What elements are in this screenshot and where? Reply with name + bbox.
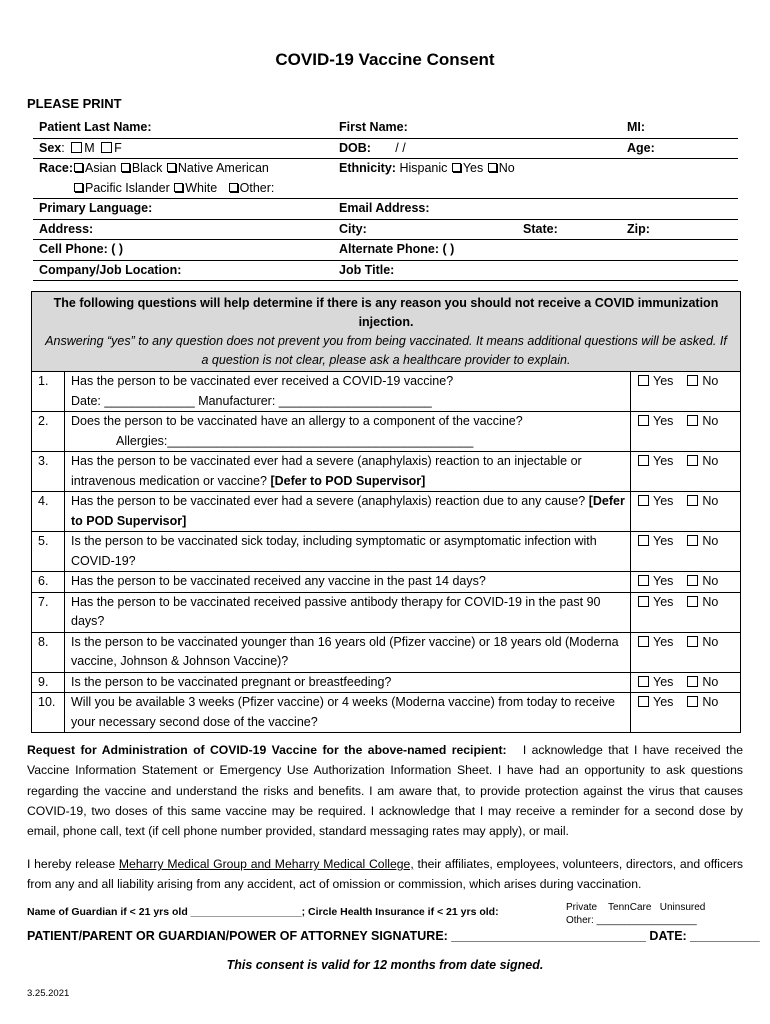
ethnicity-no-label: No xyxy=(498,161,515,175)
no-label: No xyxy=(702,494,719,508)
yes-label: Yes xyxy=(653,494,674,508)
question-number: 10. xyxy=(32,693,65,732)
cell-phone-label: Cell Phone: ( ) xyxy=(39,242,124,256)
sex-m-label: M xyxy=(84,140,95,155)
question-text xyxy=(65,532,631,571)
race-white-label: White xyxy=(185,180,218,195)
question-main: Will you be available 3 weeks (Pfizer vaccine) or 4 weeks (Moderna vaccine) from today to receive your necessary second dose of the vaccine? xyxy=(71,695,615,729)
info-row-name: Patient Last Name: First Name: MI: xyxy=(33,118,738,139)
question-main: Has the person to be vaccinated ever received a COVID-19 vaccine? xyxy=(71,374,454,388)
yes-checkbox[interactable] xyxy=(638,415,649,426)
race-label: Race: xyxy=(39,161,74,175)
please-print-label: PLEASE PRINT xyxy=(27,96,122,111)
no-checkbox[interactable] xyxy=(687,596,698,607)
info-row-language xyxy=(33,199,738,220)
question-text xyxy=(65,593,631,632)
question-number: 6. xyxy=(32,572,65,592)
no-checkbox[interactable] xyxy=(687,455,698,466)
sex-f-label: F xyxy=(114,140,122,155)
signature-line: PATIENT/PARENT OR GUARDIAN/POWER OF ATTORNEY SIGNATURE: ____________________________ DATE: __________ xyxy=(27,929,760,943)
alt-phone-label: Alternate Phone: ( ) xyxy=(339,242,455,256)
question-extra-field[interactable]: Date: _____________ Manufacturer: ______________________ xyxy=(71,393,432,408)
dob-separators: / / xyxy=(395,140,406,155)
defer-note: [Defer to POD Supervisor] xyxy=(270,473,426,488)
question-row xyxy=(32,673,740,694)
first-name-label: First Name xyxy=(339,120,404,134)
yes-no-options xyxy=(631,452,740,491)
question-number: 2. xyxy=(32,412,65,451)
sex-m-checkbox[interactable] xyxy=(71,142,82,153)
address-label: Address xyxy=(39,221,90,236)
no-label: No xyxy=(702,534,719,548)
no-checkbox[interactable] xyxy=(687,636,698,647)
question-main: Has the person to be vaccinated received passive antibody therapy for COVID-19 in the past 90 days? xyxy=(71,594,601,628)
race-pacific-checkbox[interactable] xyxy=(74,183,83,192)
email-label: Email Address: xyxy=(339,201,430,215)
no-checkbox[interactable] xyxy=(687,375,698,386)
yes-checkbox[interactable] xyxy=(638,636,649,647)
yes-label: Yes xyxy=(653,695,674,709)
yes-no-options xyxy=(631,572,740,592)
question-main: Does the person to be vaccinated have an allergy to a component of the vaccine? xyxy=(71,414,523,428)
race-black-checkbox[interactable] xyxy=(121,163,130,172)
yes-checkbox[interactable] xyxy=(638,495,649,506)
question-main: Has the person to be vaccinated ever had a severe (anaphylaxis) reaction due to any cause? xyxy=(71,494,586,508)
ethnicity-yes-label: Yes xyxy=(462,161,484,175)
zip-label: Zip xyxy=(627,221,646,236)
race-other-checkbox[interactable] xyxy=(229,183,238,192)
release-organization: Meharry Medical Group and Meharry Medical College, xyxy=(118,857,414,871)
yes-no-options xyxy=(631,492,740,531)
question-number: 9. xyxy=(32,673,65,693)
mi-label: MI xyxy=(627,120,641,134)
dob-label: DOB xyxy=(339,140,367,155)
question-text xyxy=(65,633,631,672)
question-main: Has the person to be vaccinated ever had a severe (anaphylaxis) reaction to an injectable or intravenous medication or vaccine? xyxy=(71,454,582,488)
ethnicity-no-checkbox[interactable] xyxy=(488,163,497,172)
yes-label: Yes xyxy=(653,534,674,548)
question-number: 7. xyxy=(32,593,65,632)
city-label: City xyxy=(339,221,363,236)
questions-header-italic: Answering “yes” to any question does not prevent you from being vaccinated. It means additional questions will be asked. If a question is not clear, please ask a healthcare provider to explain. xyxy=(45,334,727,367)
patient-info-section xyxy=(33,118,738,281)
no-label: No xyxy=(702,674,719,689)
question-row xyxy=(32,532,740,572)
yes-label: Yes xyxy=(653,674,674,689)
race-black-label: Black xyxy=(131,161,163,175)
questions-header xyxy=(32,292,740,372)
yes-no-options xyxy=(631,532,740,571)
info-row-sex: Sex: M F DOB: / / Age: xyxy=(33,139,738,160)
screening-questions-table xyxy=(31,291,741,733)
no-checkbox[interactable] xyxy=(687,415,698,426)
no-label: No xyxy=(702,695,719,709)
no-label: No xyxy=(702,594,719,609)
company-label: Company/Job Location: xyxy=(39,262,182,277)
yes-checkbox[interactable] xyxy=(638,455,649,466)
no-label: No xyxy=(702,414,719,428)
guardian-line: Name of Guardian if < 21 yrs old ___________________; Circle Health Insurance if < 21 yrs old: xyxy=(27,906,499,918)
no-checkbox[interactable] xyxy=(687,535,698,546)
sex-f-checkbox[interactable] xyxy=(101,142,112,153)
race-white-checkbox[interactable] xyxy=(174,183,183,192)
info-row-job xyxy=(33,261,738,282)
race-other-label: Other: xyxy=(239,180,275,195)
job-title-label: Job Title: xyxy=(339,262,395,277)
info-row-race-2 xyxy=(33,179,738,200)
question-text xyxy=(65,572,631,592)
race-pacific-label: Pacific Islander xyxy=(85,180,170,195)
no-label: No xyxy=(702,634,719,649)
validity-note: This consent is valid for 12 months from date signed. xyxy=(226,958,544,972)
question-row xyxy=(32,572,740,593)
ethnicity-yes-checkbox[interactable] xyxy=(452,163,461,172)
question-main: Is the person to be vaccinated sick today, including symptomatic or asymptomatic infection with COVID-19? xyxy=(71,534,597,568)
insurance-choices: Private TennCare Uninsured xyxy=(566,902,706,913)
no-label: No xyxy=(702,374,719,388)
question-extra-field[interactable]: Allergies:____________________________________________ xyxy=(116,433,474,448)
question-number: 8. xyxy=(32,633,65,672)
state-label: State xyxy=(523,221,554,236)
yes-checkbox[interactable] xyxy=(638,696,649,707)
insurance-other: Other: __________________ xyxy=(566,915,697,926)
yes-label: Yes xyxy=(653,414,674,428)
yes-label: Yes xyxy=(653,574,674,588)
age-label: Age xyxy=(627,140,651,155)
request-text: I acknowledge that I have received the Vaccine Information Statement or Emergency Use Authorization Information Sheet. I have had an opportunity to ask questions regarding the vaccine and understand the risks and benefits. I am aware that, to provide protection against the virus that causes COVID-19, two doses of this same vaccine may be required. I acknowledge that I may receive a reminder for a second dose by email, phone call, text (if cell phone number provided, standard messaging rates may apply), or mail. xyxy=(27,743,743,839)
yes-label: Yes xyxy=(653,634,674,649)
question-number: 1. xyxy=(32,372,65,411)
question-text xyxy=(65,673,631,693)
race-asian-checkbox[interactable] xyxy=(74,163,83,172)
sex-label: Sex xyxy=(39,140,62,155)
race-asian-label: Asian xyxy=(85,161,117,175)
yes-label: Yes xyxy=(653,594,674,609)
insurance-options xyxy=(566,901,705,927)
yes-no-options xyxy=(631,412,740,451)
race-native-label: Native American xyxy=(177,161,269,175)
ethnicity-label: Ethnicity: xyxy=(339,161,396,175)
question-row xyxy=(32,633,740,673)
no-checkbox[interactable] xyxy=(687,575,698,586)
request-paragraph xyxy=(27,740,743,841)
yes-no-options xyxy=(631,673,740,693)
no-checkbox[interactable] xyxy=(687,696,698,707)
release-before: I hereby release xyxy=(27,857,116,871)
question-number: 3. xyxy=(32,452,65,491)
yes-checkbox[interactable] xyxy=(638,596,649,607)
yes-label: Yes xyxy=(653,454,674,468)
no-checkbox[interactable] xyxy=(687,676,698,687)
no-label: No xyxy=(702,454,719,468)
yes-label: Yes xyxy=(653,374,674,388)
question-row xyxy=(32,372,740,412)
last-name-label: Patient Last Name xyxy=(39,120,148,134)
no-checkbox[interactable] xyxy=(687,495,698,506)
yes-checkbox[interactable] xyxy=(638,375,649,386)
defer-note: [Defer to POD Supervisor] xyxy=(71,494,625,528)
yes-checkbox[interactable] xyxy=(638,535,649,546)
question-text xyxy=(65,412,631,451)
questions-header-bold: The following questions will help determine if there is any reason you should not receive a COVID immunization injection. xyxy=(53,296,719,329)
race-native-checkbox[interactable] xyxy=(167,163,176,172)
question-main: Has the person to be vaccinated received any vaccine in the past 14 days? xyxy=(71,574,486,588)
yes-no-options xyxy=(631,593,740,632)
ethnicity-hispanic-label: Hispanic xyxy=(399,161,448,175)
question-text xyxy=(65,693,631,732)
language-label: Primary Language: xyxy=(39,201,153,215)
request-heading: Request for Administration of COVID-19 Vaccine for the above-named recipient: xyxy=(27,743,507,757)
form-date: 3.25.2021 xyxy=(27,988,70,999)
yes-checkbox[interactable] xyxy=(638,676,649,687)
yes-no-options xyxy=(631,693,740,732)
info-row-phone xyxy=(33,240,738,261)
question-main: Is the person to be vaccinated younger than 16 years old (Pfizer vaccine) or 18 years old (Moderna vaccine, Johnson & Johnson Vaccine)? xyxy=(71,634,619,668)
info-row-race xyxy=(33,159,738,179)
release-after: their affiliates, employees, volunteers, directors, and officers from any and all liability arising from any accident, act of omission or commission, which arises during vaccination. xyxy=(27,857,744,892)
info-row-address: Address: City: State: Zip: xyxy=(33,220,738,241)
question-row xyxy=(32,452,740,492)
question-row xyxy=(32,412,740,452)
question-row xyxy=(32,492,740,532)
question-text xyxy=(65,372,631,411)
yes-no-options xyxy=(631,633,740,672)
question-number: 5. xyxy=(32,532,65,571)
question-row xyxy=(32,593,740,633)
no-label: No xyxy=(702,574,719,588)
question-row xyxy=(32,693,740,732)
page-title: COVID-19 Vaccine Consent xyxy=(275,50,495,69)
question-text xyxy=(65,492,631,531)
yes-no-options xyxy=(631,372,740,411)
question-text xyxy=(65,452,631,491)
yes-checkbox[interactable] xyxy=(638,575,649,586)
question-main: Is the person to be vaccinated pregnant or breastfeeding? xyxy=(71,674,392,689)
release-paragraph xyxy=(27,854,743,895)
question-number: 4. xyxy=(32,492,65,531)
